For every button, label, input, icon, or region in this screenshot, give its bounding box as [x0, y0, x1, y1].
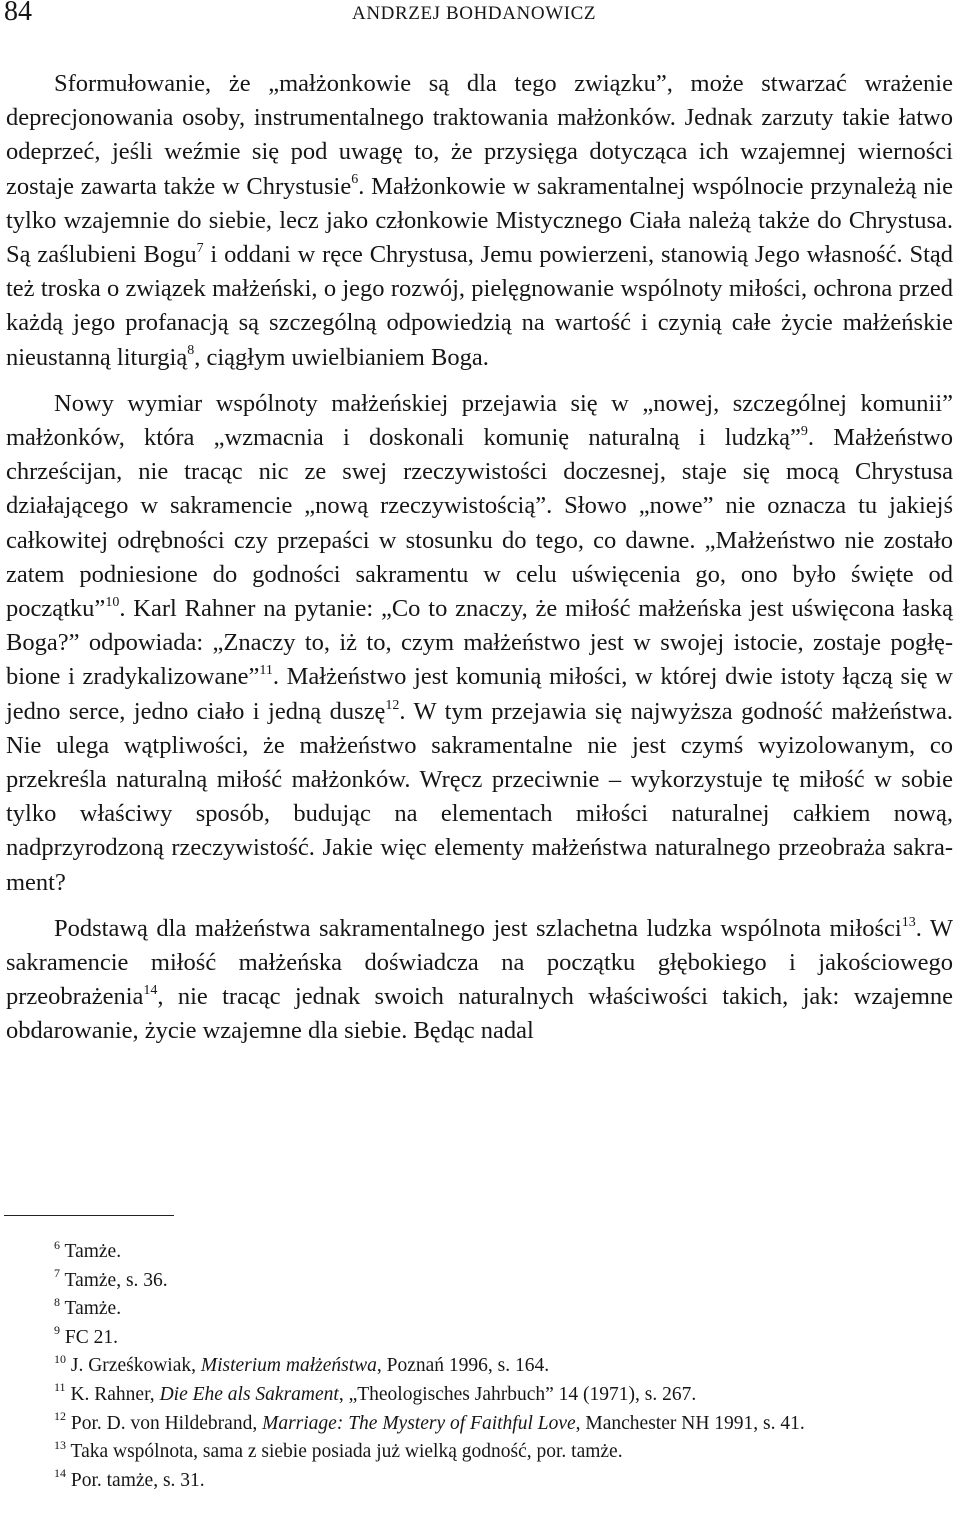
- footnote-ref: 10: [105, 594, 120, 610]
- italic-title: Misterium małżeństwa: [200, 1355, 377, 1377]
- text-run: , ciągłym uwielbianiem Boga.: [194, 343, 489, 371]
- text-run: Por. tamże, s. 31.: [70, 1469, 205, 1491]
- footnote-ref: 13: [901, 914, 916, 930]
- footnote-number: 14: [54, 1466, 66, 1481]
- text-run: FC 21.: [64, 1326, 118, 1348]
- text-run: , nie tracąc jednak swoich naturalnych właściwości takich, jak: wzajemne obdarowanie, życie wzajemne dla siebie. Będąc nadal: [6, 983, 953, 1045]
- text-run: . W tym przejawia się najwyższa godność małżeństwa. Nie ulega wątpliwości, że małżeństwo sakramentalne nie jest czymś wyizolowanym, co przekreśla naturalną miłość małżonków. Wręcz przeciwnie – wykorzystuje tę miłość w sobie tylko właściwy sposób, budując na elementach miłości naturalnej całkiem nową, nadprzyrodzoną rzeczywistość. Jakie więc elementy małżeństwa naturalnego przeobraża sakrament?: [6, 697, 953, 896]
- footnote: [6, 1438, 953, 1467]
- footnote: [6, 1295, 953, 1324]
- italic-title: Marriage: The Mystery of Faithful Love: [262, 1412, 576, 1434]
- text-run: , „Theologisches Jahrbuch” 14 (1971), s. 267.: [338, 1383, 697, 1405]
- footnote-number: 11: [54, 1380, 66, 1395]
- text-run: Sformułowanie, że „małżonkowie są dla tego związku”, może stwarzać wrażenie deprecjonowania osoby, instrumentalnego traktowania małżonków. Jednak zarzuty takie łatwo odeprzeć, jeśli weźmie się pod uwagę to, że przysięga dotycząca ich wzajemnej wierności zostaje zawarta także w Chrystusie: [6, 70, 953, 200]
- footnote: [6, 1267, 953, 1296]
- text-run: Tamże.: [64, 1298, 122, 1320]
- footnote-ref: 8: [187, 343, 195, 359]
- footnote-number: 8: [54, 1294, 60, 1309]
- text-run: . W sakramencie miłość małżeńska doświadcza na początku głębokiego i jakościowego przeobrażenia: [6, 914, 953, 1011]
- footnote-number: 9: [54, 1323, 60, 1338]
- text-run: , Manchester NH 1991, s. 41.: [575, 1412, 805, 1434]
- page-header: [4, 0, 956, 30]
- text-run: Podstawą dla małżeństwa sakramentalnego jest szlachetna ludzka wspólnota miłości: [54, 914, 902, 942]
- text-run: . Karl Rahner na pytanie: „Co to znaczy, że miłość małżeńska jest uświęcona łaską Boga?” odpowiada: „Znaczy to, iż to, czym małżeństwo jest w swojej istocie, zostaje pogłębione i zradykalizowane”: [6, 595, 953, 691]
- footnote: [6, 1410, 953, 1439]
- footnote-ref: 14: [143, 983, 158, 999]
- paragraph: [6, 67, 953, 375]
- footnote: [6, 1238, 953, 1267]
- footnote-number: 7: [54, 1266, 60, 1281]
- footnote-ref: 11: [259, 663, 273, 679]
- text-run: . Małżonkowie w sakramentalnej wspólnocie przynależą nie tylko wzajemnie do siebie, lecz jako członkowie Mistycznego Ciała należą także do Chrystusa. Są zaślubieni Bogu: [6, 172, 954, 269]
- page-number: 84: [4, 0, 32, 27]
- text-run: Tamże, s. 36.: [64, 1269, 168, 1291]
- text-run: i oddani w ręce Chrystusa, Jemu powierzeni, stanowią Jego własność. Stąd też troska o związek małżeński, o jego rozwój, pielęgnowanie wspólnoty miłości, ochrona przed każdą jego profanacją są szczególną odpowiedzią na wartość i czynią całe życie małżeńskie nieustanną liturgią: [6, 241, 954, 371]
- paragraph: [6, 912, 953, 1049]
- footnote: [6, 1352, 953, 1381]
- footnote: [6, 1381, 953, 1410]
- text-run: , Poznań 1996, s. 164.: [376, 1355, 550, 1377]
- text-run: . Małżeństwo chrześcijan, nie tracąc nic ze swej rzeczywistości doczesnej, staje się mocą Chrystusa działającego w sakramencie „nową rzeczywistością”. Słowo „nowe” nie oznacza tu jakiejś całkowitej odrębności czy przepaści w stosunku do tego, co dawne. „Małżeństwo nie zostało zatem podniesione do godności sakramentu w celu uświęcenia go, ono było święte od początku”: [6, 424, 953, 623]
- text-run: J. Grześkowiak,: [70, 1355, 201, 1377]
- footnote: [6, 1467, 953, 1496]
- body-text: [6, 67, 953, 1049]
- text-run: . Małżeństwo jest komunią miłości, w której dwie istoty łączą się w jedno serce, jedno ciało i jedną duszę: [6, 663, 953, 725]
- footnotes: [6, 1238, 953, 1495]
- text-run: Tamże.: [64, 1241, 122, 1262]
- text-run: K. Rahner,: [70, 1383, 160, 1405]
- paragraph: [6, 387, 953, 900]
- italic-title: Die Ehe als Sakrament: [159, 1383, 339, 1405]
- footnote-number: 12: [54, 1409, 66, 1424]
- footnote-ref: 12: [385, 697, 400, 713]
- footnote-separator: [4, 1215, 174, 1216]
- footnote-number: 6: [54, 1237, 60, 1252]
- text-run: Nowy wymiar wspólnoty małżeńskiej przejawia się w „nowej, szczególnej komunii” małżonków, która „wzmacnia i doskonali komunię naturalną i ludzką”: [6, 389, 953, 452]
- footnote-number: 10: [54, 1351, 66, 1366]
- running-head: ANDRZEJ BOHDANOWICZ: [352, 3, 597, 24]
- text-run: Por. D. von Hildebrand,: [70, 1412, 263, 1434]
- footnote-ref: 6: [351, 172, 359, 188]
- footnote-ref: 7: [196, 240, 204, 256]
- footnote-number: 13: [54, 1437, 66, 1452]
- text-run: Taka wspólnota, sama z siebie posiada już wielką godność, por. tamże.: [70, 1441, 623, 1463]
- footnote-ref: 9: [800, 423, 808, 439]
- footnote: [6, 1324, 953, 1353]
